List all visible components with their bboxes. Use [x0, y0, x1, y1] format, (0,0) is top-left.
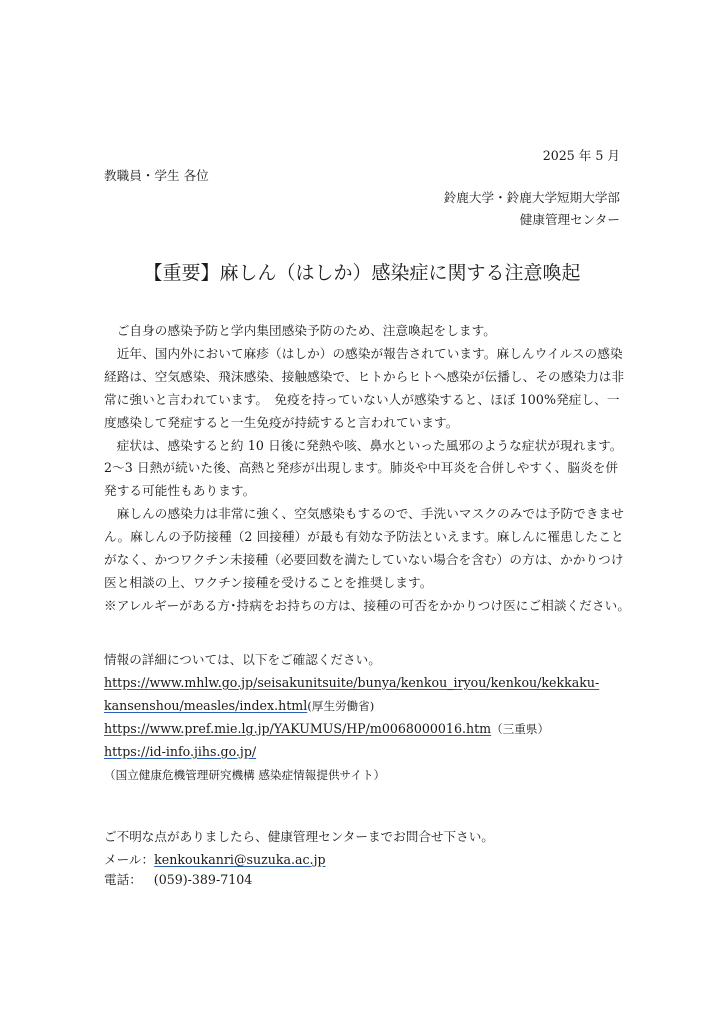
sender-department: 健康管理センター — [519, 212, 620, 227]
addressee: 教職員・学生 各位 — [104, 168, 209, 183]
body-line: 度感染して発症すると一生免疫が持続すると言われています。 — [104, 414, 459, 430]
info-link-mie-line — [104, 719, 549, 739]
body-line: 常に強いと言われています。 免疫を持っていない人が感染すると、ほぼ 100%発症し、一 — [104, 391, 620, 407]
mhlw-link-part2[interactable]: kansenshou/measles/index.html — [104, 698, 308, 713]
mhlw-note: (厚生労働省) — [307, 699, 375, 713]
tel-number: (059)-389-7104 — [153, 872, 253, 887]
mie-link[interactable]: https://www.pref.mie.lg.jp/YAKUMUS/HP/m0068000016.htm — [104, 721, 492, 736]
jihs-link[interactable]: https://id-info.jihs.go.jp/ — [104, 744, 257, 759]
body-line: 医と相談の上、ワクチン接種を受けることを推奨します。 — [104, 574, 433, 590]
sender-organization: 鈴鹿大学・鈴鹿大学短期大学部 — [443, 190, 620, 205]
mail-link[interactable]: kenkoukanri@suzuka.ac.jp — [154, 852, 326, 867]
body-line: 発する可能性もあります。 — [104, 483, 256, 499]
body-line: 症状は、感染すると約 10 日後に発熱や咳、鼻水といった風邪のような症状が現れます。 — [104, 437, 623, 453]
body-line: 2～3 日熱が続いた後、高熱と発疹が出現します。肺炎や中耳炎を合併しやすく、脳炎を併 — [104, 460, 619, 476]
tel-label: 電話： — [104, 872, 142, 887]
info-intro: 情報の詳細については、以下をご確認ください。 — [104, 652, 381, 667]
body-line: ご自身の感染予防と学内集団感染予防のため、注意喚起をします。 — [104, 323, 496, 338]
body-line: 経路は、空気感染、飛沫感染、接触感染で、ヒトからヒトへ感染が伝播し、その感染力は非 — [104, 368, 625, 384]
contact-tel-row — [104, 870, 252, 890]
mail-label: メール： — [104, 852, 155, 867]
body-line: ん。麻しんの予防接種（2 回接種）が最も有効な予防法といえます。麻しんに罹患したこと — [104, 529, 624, 545]
jihs-note: （国立健康危機管理研究機構 感染症情報提供サイト） — [104, 768, 386, 782]
document-title: 【重要】麻しん（はしか）感染症に関する注意喚起 — [143, 262, 581, 284]
mhlw-link-part1[interactable]: https://www.mhlw.go.jp/seisakunitsuite/bunya/kenkou_iryou/kenkou/kekkaku- — [104, 675, 600, 690]
info-link-mhlw-line1[interactable] — [104, 673, 599, 693]
body-line: がなく、かつワクチン未接種（必要回数を満たしていない場合を含む）の方は、かかりつけ — [104, 552, 624, 568]
issue-date: 2025 年 5 月 — [542, 148, 620, 163]
body-text — [104, 320, 631, 618]
info-link-mhlw-line2 — [104, 696, 374, 716]
mie-note: （三重県） — [491, 722, 550, 736]
body-line: 近年、国内外において麻疹（はしか）の感染が報告されています。麻しんウイルスの感染 — [104, 345, 623, 361]
body-line: ※アレルギーがある方･持病をお持ちの方は、接種の可否をかかりつけ医にご相談ください。 — [104, 597, 631, 613]
info-link-jihs-line — [104, 742, 256, 762]
body-line: 麻しんの感染力は非常に強く、空気感染もするので、手洗いマスクのみでは予防できませ — [104, 506, 624, 522]
contact-mail-row — [104, 850, 326, 870]
contact-intro: ご不明な点がありましたら、健康管理センターまでお問合せ下さい。 — [104, 829, 494, 844]
